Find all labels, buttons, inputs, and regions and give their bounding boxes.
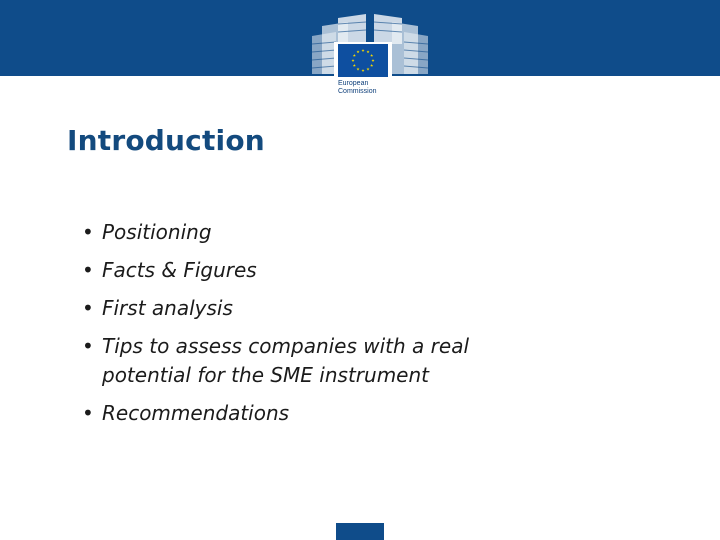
logo-text-line2: Commission: [338, 88, 377, 95]
footer-bar: [336, 523, 384, 540]
bullet-dot: •: [82, 296, 94, 320]
bullet-text: Recommendations: [102, 401, 290, 425]
bullet-item-positioning: [80, 218, 640, 247]
logo-text-line1: European: [338, 80, 369, 87]
bullet-item-tips: [80, 332, 640, 390]
bullet-text: First analysis: [102, 296, 233, 320]
bullet-text: Tips to assess companies with a real potential for the SME instrument: [102, 334, 470, 387]
bullet-item-recommendations: [80, 399, 640, 428]
european-commission-logo: [308, 14, 432, 100]
logo-text: [338, 80, 394, 96]
eu-flag-icon: [338, 44, 388, 77]
bullet-dot: •: [82, 401, 94, 425]
bullet-item-facts-figures: [80, 256, 640, 285]
bullet-list: [80, 218, 640, 437]
bullet-dot: •: [82, 334, 94, 358]
slide-title: Introduction: [67, 124, 265, 157]
bullet-item-first-analysis: [80, 294, 640, 323]
bullet-text: Positioning: [102, 220, 212, 244]
bullet-dot: •: [82, 220, 94, 244]
bullet-dot: •: [82, 258, 94, 282]
bullet-text: Facts & Figures: [102, 258, 257, 282]
